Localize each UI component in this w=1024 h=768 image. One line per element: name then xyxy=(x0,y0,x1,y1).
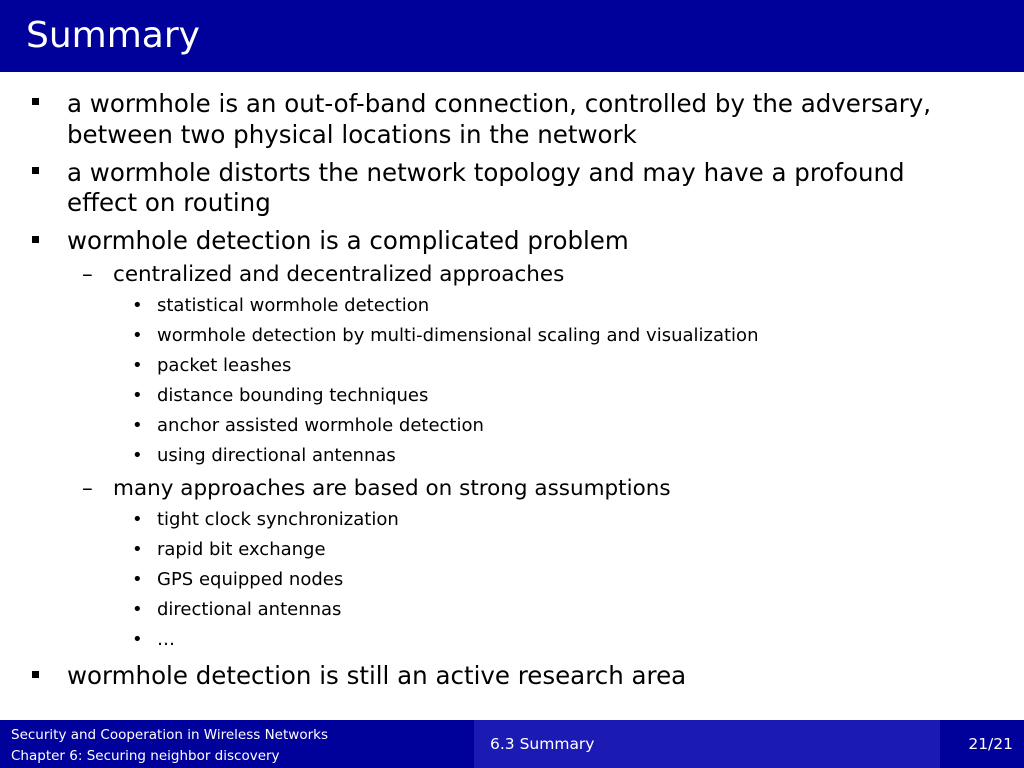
dot-bullet-icon: • xyxy=(132,599,143,620)
bullet-2-line-2: effect on routing xyxy=(67,188,271,217)
dash-bullet-icon: – xyxy=(82,262,93,287)
footer-bar xyxy=(0,720,1024,768)
assumption-item: rapid bit exchange xyxy=(157,539,326,560)
footer-section-title: 6.3 Summary xyxy=(490,735,595,753)
bullet-1-line-1: a wormhole is an out-of-band connection, controlled by the adversary, xyxy=(67,89,932,118)
bullet-4: wormhole detection is still an active research area xyxy=(67,661,687,690)
square-bullet-icon xyxy=(32,167,39,174)
square-bullet-icon xyxy=(32,671,39,678)
approach-item: anchor assisted wormhole detection xyxy=(157,415,484,436)
slide-title: Summary xyxy=(26,15,200,56)
dash-bullet-icon: – xyxy=(82,476,93,501)
approach-item: using directional antennas xyxy=(157,445,396,466)
assumption-item: … xyxy=(157,629,175,650)
approach-item: wormhole detection by multi-dimensional scaling and visualization xyxy=(157,325,759,346)
bullet-2-line-1: a wormhole distorts the network topology and may have a profound xyxy=(67,158,905,187)
bullet-1-line-2: between two physical locations in the network xyxy=(67,120,637,149)
dot-bullet-icon: • xyxy=(132,415,143,436)
footer-page-box xyxy=(942,720,1024,768)
square-bullet-icon xyxy=(32,98,39,105)
footer-course-title: Security and Cooperation in Wireless Networks xyxy=(11,727,328,743)
approach-item: packet leashes xyxy=(157,355,292,376)
dot-bullet-icon: • xyxy=(132,295,143,316)
assumption-item: directional antennas xyxy=(157,599,342,620)
footer-chapter-title: Chapter 6: Securing neighbor discovery xyxy=(11,748,280,764)
page-number: 21/21 xyxy=(968,735,1013,753)
footer-course-box xyxy=(0,720,372,768)
bullet-3: wormhole detection is a complicated problem xyxy=(67,226,629,255)
sub-bullet-assumptions: many approaches are based on strong assumptions xyxy=(113,476,671,501)
sub-bullet-centralized: centralized and decentralized approaches xyxy=(113,262,565,287)
dot-bullet-icon: • xyxy=(132,325,143,346)
assumption-item: tight clock synchronization xyxy=(157,509,399,530)
approach-item: statistical wormhole detection xyxy=(157,295,430,316)
dot-bullet-icon: • xyxy=(132,509,143,530)
dot-bullet-icon: • xyxy=(132,569,143,590)
footer-section-box xyxy=(474,720,940,768)
assumption-item: GPS equipped nodes xyxy=(157,569,344,590)
dot-bullet-icon: • xyxy=(132,445,143,466)
dot-bullet-icon: • xyxy=(132,385,143,406)
dot-bullet-icon: • xyxy=(132,355,143,376)
square-bullet-icon xyxy=(32,236,39,243)
dot-bullet-icon: • xyxy=(132,629,143,650)
approach-item: distance bounding techniques xyxy=(157,385,429,406)
dot-bullet-icon: • xyxy=(132,539,143,560)
